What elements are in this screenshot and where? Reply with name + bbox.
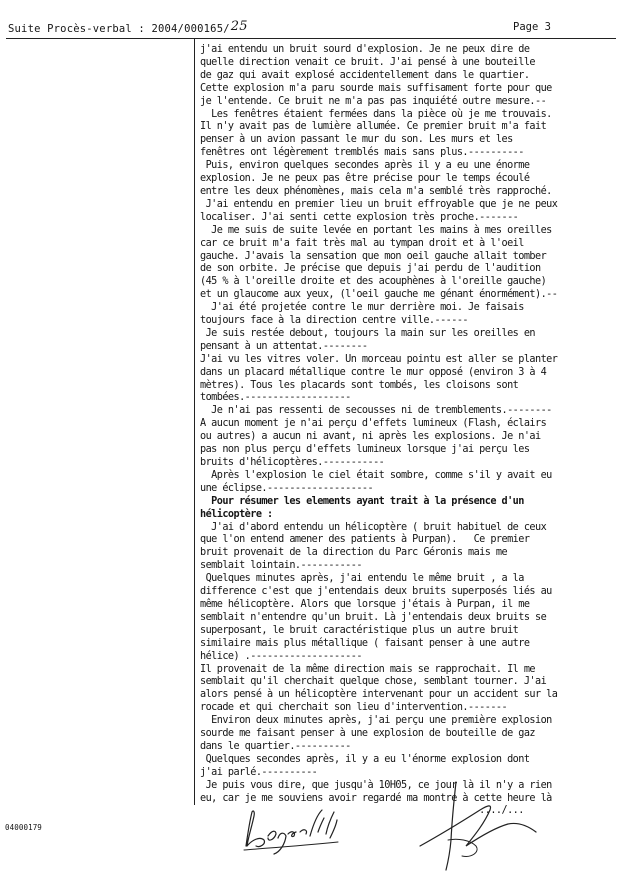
text-line: pensant à un attentat.--------	[200, 340, 368, 352]
text-line: J'ai entendu en premier lieu un bruit effroyable que je ne peux	[200, 198, 558, 210]
text-line: quelle direction venait ce bruit. J'ai pensé à une bouteille	[200, 56, 536, 68]
text-line: rocade et qui cherchait son lieu d'intervention.-------	[200, 702, 508, 714]
text-line: mètres). Tous les placards sont tombés, les cloisons sont	[200, 379, 519, 391]
text-line: difference c'est que j'entendais deux bruits superposés liés au	[200, 586, 552, 598]
text-line: dans un placard métallique contre le mur opposé (environ 3 à 4	[200, 366, 547, 378]
text-line: tombées.-------------------	[200, 392, 351, 404]
text-line: ou autres) a aucun ni avant, ni après les explosions. Je n'ai	[200, 431, 541, 443]
text-line: Je suis restée debout, toujours la main sur les oreilles en	[200, 327, 536, 339]
text-line: semblait qu'il cherchait quelque chose, semblant tourner. J'ai	[200, 676, 547, 688]
text-line: je l'entende. Ce bruit ne m'a pas pas inquiété outre mesure.--	[200, 95, 547, 107]
text-line: Après l'explosion le ciel était sombre, comme s'il y avait eu	[200, 469, 552, 481]
text-line: toujours face à la direction centre ville.------	[200, 315, 469, 327]
text-line: entre les deux phénomènes, mais cela m'a semblé très rapproché.	[200, 185, 552, 197]
text-line: Les fenêtres étaient fermées dans la pièce où je me trouvais.	[200, 108, 552, 120]
text-line: explosion. Je ne peux pas être précise pour le temps écoulé	[200, 173, 530, 185]
text-line: fenêtres ont légèrement tremblés mais sans plus.----------	[200, 147, 524, 159]
text-line: penser à un avion passant le mur du son. Les murs et les	[200, 134, 513, 146]
page-number: Page 3	[513, 21, 551, 33]
text-line: bruits d'hélicoptères.-----------	[200, 457, 385, 468]
text-line: bruit provenait de la direction du Parc Géronis mais me	[200, 547, 508, 559]
text-line: Il n'y avait pas de lumière allumée. Ce premier bruit m'a fait	[200, 121, 547, 133]
document-code: 04000179	[5, 823, 42, 832]
text-line: semblait lointain.-----------	[200, 560, 362, 572]
text-line: gauche. J'avais la sensation que mon oeil gauche allait tomber	[200, 250, 547, 262]
header-title-text: Suite Procès-verbal : 2004/000165/	[8, 23, 230, 35]
text-line: Environ deux minutes après, j'ai perçu une première explosion	[200, 715, 552, 727]
text-line: pas non plus perçu d'effets lumineux lorsque j'ai perçu les	[200, 444, 530, 456]
handwritten-number: 25	[230, 19, 248, 34]
text-line: Quelques minutes après, j'ai entendu le même bruit , a la	[200, 573, 524, 585]
text-line: Puis, environ quelques secondes après il y a eu une énorme	[200, 160, 530, 172]
signature-right	[418, 780, 538, 872]
text-line: de son orbite. Je précise que depuis j'ai perdu de l'audition	[200, 263, 541, 275]
text-line: Il provenait de la même direction mais se rapprochait. Il me	[200, 663, 536, 675]
header-title	[8, 21, 248, 36]
text-line: A aucun moment je n'ai perçu d'effets lumineux (Flash, éclairs	[200, 418, 547, 430]
text-line: similaire mais plus métallique ( faisant penser à une autre	[200, 637, 530, 649]
text-line: dans le quartier.----------	[200, 740, 351, 752]
text-line: sourde me faisant penser à une explosion de bouteille de gaz	[200, 728, 536, 740]
text-line: même hélicoptère. Alors que lorsque j'étais à Purpan, il me	[200, 598, 530, 610]
statement-body	[200, 44, 615, 818]
header-rule	[6, 38, 616, 39]
text-line: J'ai été projetée contre le mur derrière moi. Je faisais	[200, 302, 524, 314]
text-line: Je me suis de suite levée en portant les mains à mes oreilles	[200, 224, 552, 236]
text-line: et un glaucome aux yeux, (l'oeil gauche me génant énormément).--	[200, 289, 558, 301]
text-line: (45 % à l'oreille droite et des acouphènes à l'oreille gauche)	[200, 276, 547, 288]
margin-rule	[194, 39, 195, 805]
text-line: hélice) .--------------------	[200, 650, 362, 662]
text-line: de gaz qui avait explosé accidentellement dans le quartier.	[200, 69, 530, 81]
signature-left	[238, 802, 343, 857]
text-line: eu, car je me souviens avoir regardé ma montre à cette heure là	[200, 792, 552, 804]
text-line: superposant, le bruit caractéristique plus un autre bruit	[200, 624, 519, 636]
text-line: car ce bruit m'a fait très mal au tympan droit et à l'oeil	[200, 237, 524, 249]
text-line: J'ai d'abord entendu un hélicoptère ( bruit habituel de ceux	[200, 521, 547, 533]
text-line: ..../...	[200, 805, 524, 817]
text-line: Pour résumer les elements ayant trait à la présence d'un	[200, 495, 524, 507]
text-line: J'ai vu les vitres voler. Un morceau pointu est aller se planter	[200, 353, 558, 365]
text-line: hélicoptère :	[200, 508, 273, 520]
text-line: alors pensé à un hélicoptère intervenant pour un accident sur la	[200, 689, 558, 701]
text-line: que l'on entend amener des patients à Purpan). Ce premier	[200, 534, 530, 546]
text-line: Quelques secondes après, il y a eu l'énorme explosion dont	[200, 753, 530, 765]
text-line: une éclipse.-------------------	[200, 482, 374, 494]
text-line: localiser. J'ai senti cette explosion très proche.-------	[200, 211, 519, 223]
text-line: j'ai entendu un bruit sourd d'explosion. Je ne peux dire de	[200, 44, 530, 55]
text-line: j'ai parlé.----------	[200, 766, 318, 778]
text-line: Cette explosion m'a paru sourde mais suffisament forte pour que	[200, 82, 552, 94]
text-line: semblait n'entendre qu'un bruit. Là j'entendais deux bruits se	[200, 611, 547, 623]
text-line: Je puis vous dire, que jusqu'à 10H05, ce jour là il n'y a rien	[200, 779, 552, 791]
text-line: Je n'ai pas ressenti de secousses ni de tremblements.--------	[200, 405, 552, 417]
